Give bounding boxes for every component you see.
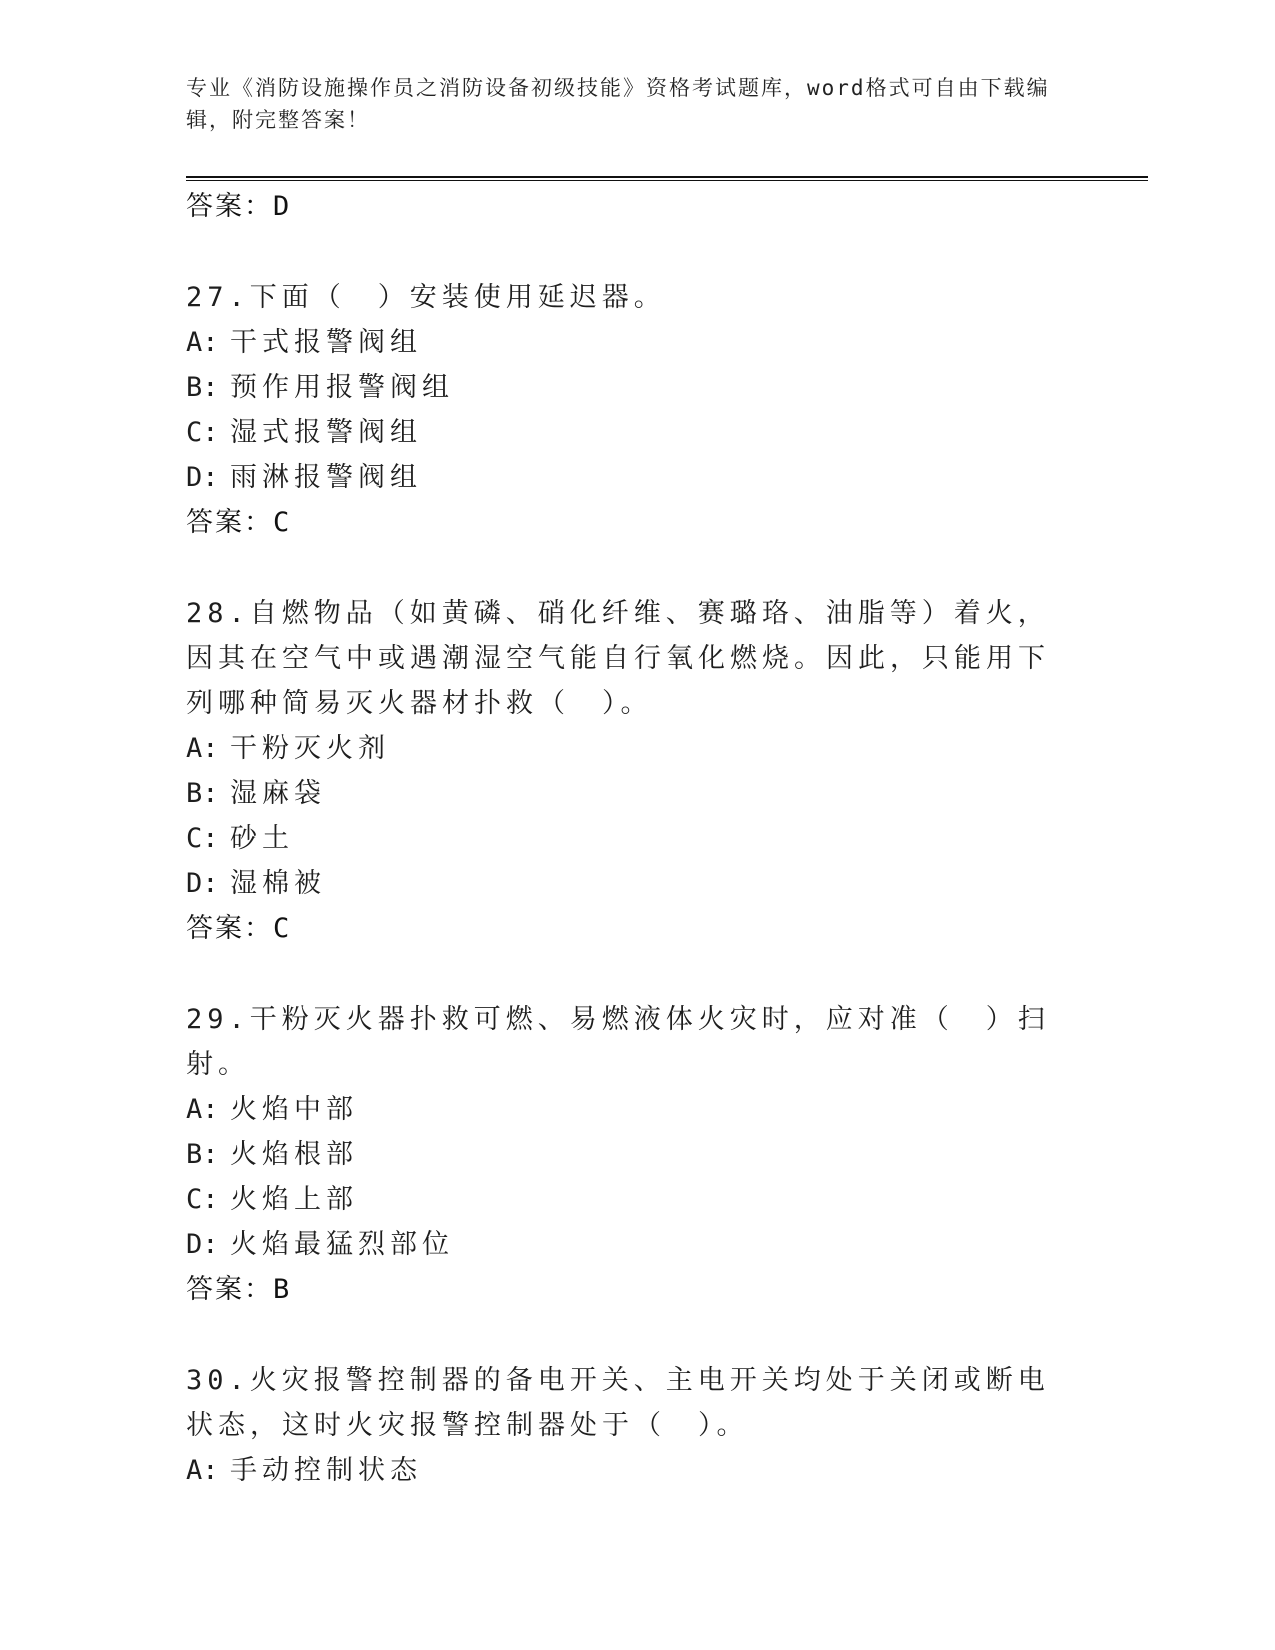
page-header-text: 专业《消防设施操作员之消防设备初级技能》资格考试题库，word格式可自由下载编辑，附完整答案！ [186,76,1050,132]
option-key: A: [186,1455,219,1486]
header-divider-thin [186,180,1148,181]
option-b [186,771,1086,816]
answer-value: C [273,913,291,944]
answer-label: 答案： [186,913,273,944]
answer-line [186,184,1086,229]
question-text: 30.火灾报警控制器的备电开关、主电开关均处于关闭或断电状态，这时火灾报警控制器处于（ ）。 [186,1365,1050,1441]
option-b [186,365,1086,410]
option-key: B: [186,778,219,809]
option-key: D: [186,1229,219,1260]
option-c [186,816,1086,861]
option-key: D: [186,462,219,493]
option-key: C: [186,823,219,854]
option-c [186,1177,1086,1222]
option-key: A: [186,327,219,358]
option-key: D: [186,868,219,899]
option-key: A: [186,1094,219,1125]
option-a [186,320,1086,365]
option-a [186,1087,1086,1132]
answer-label: 答案： [186,1274,273,1305]
option-text: 干式报警阀组 [230,327,422,358]
answer-label: 答案： [186,191,273,222]
option-text: 干粉灭火剂 [230,733,390,764]
option-key: B: [186,372,219,403]
answer-value: C [273,507,291,538]
option-a [186,1448,1086,1493]
option-d [186,861,1086,906]
option-text: 湿麻袋 [230,778,326,809]
option-c [186,410,1086,455]
option-text: 火焰根部 [230,1139,358,1170]
question-text: 28.自燃物品（如黄磷、硝化纤维、赛璐珞、油脂等）着火，因其在空气中或遇潮湿空气能自行氧化燃烧。因此，只能用下列哪种简易灭火器材扑救（ ）。 [186,598,1050,719]
option-text: 预作用报警阀组 [230,372,454,403]
question-30 [186,1358,1086,1493]
question-28 [186,591,1086,951]
option-text: 雨淋报警阀组 [230,462,422,493]
option-text: 火焰上部 [230,1184,358,1215]
answer-value: B [273,1274,291,1305]
option-text: 湿式报警阀组 [230,417,422,448]
question-27 [186,275,1086,545]
question-29 [186,997,1086,1312]
question-text: 29.干粉灭火器扑救可燃、易燃液体火灾时，应对准（ ）扫射。 [186,1004,1050,1080]
option-text: 湿棉被 [230,868,326,899]
option-text: 火焰最猛烈部位 [230,1229,454,1260]
option-text: 火焰中部 [230,1094,358,1125]
option-key: B: [186,1139,219,1170]
option-a [186,726,1086,771]
option-text: 手动控制状态 [230,1455,422,1486]
option-d [186,455,1086,500]
header-divider [186,176,1148,178]
answer-value: D [273,191,291,222]
option-key: C: [186,1184,219,1215]
question-text: 27.下面（ ）安装使用延迟器。 [186,282,666,313]
answer-label: 答案： [186,507,273,538]
answer-line [186,906,1086,951]
option-key: A: [186,733,219,764]
option-key: C: [186,417,219,448]
option-text: 砂土 [230,823,294,854]
document-body [186,184,1086,1493]
option-d [186,1222,1086,1267]
answer-line [186,500,1086,545]
answer-line [186,1267,1086,1312]
option-b [186,1132,1086,1177]
